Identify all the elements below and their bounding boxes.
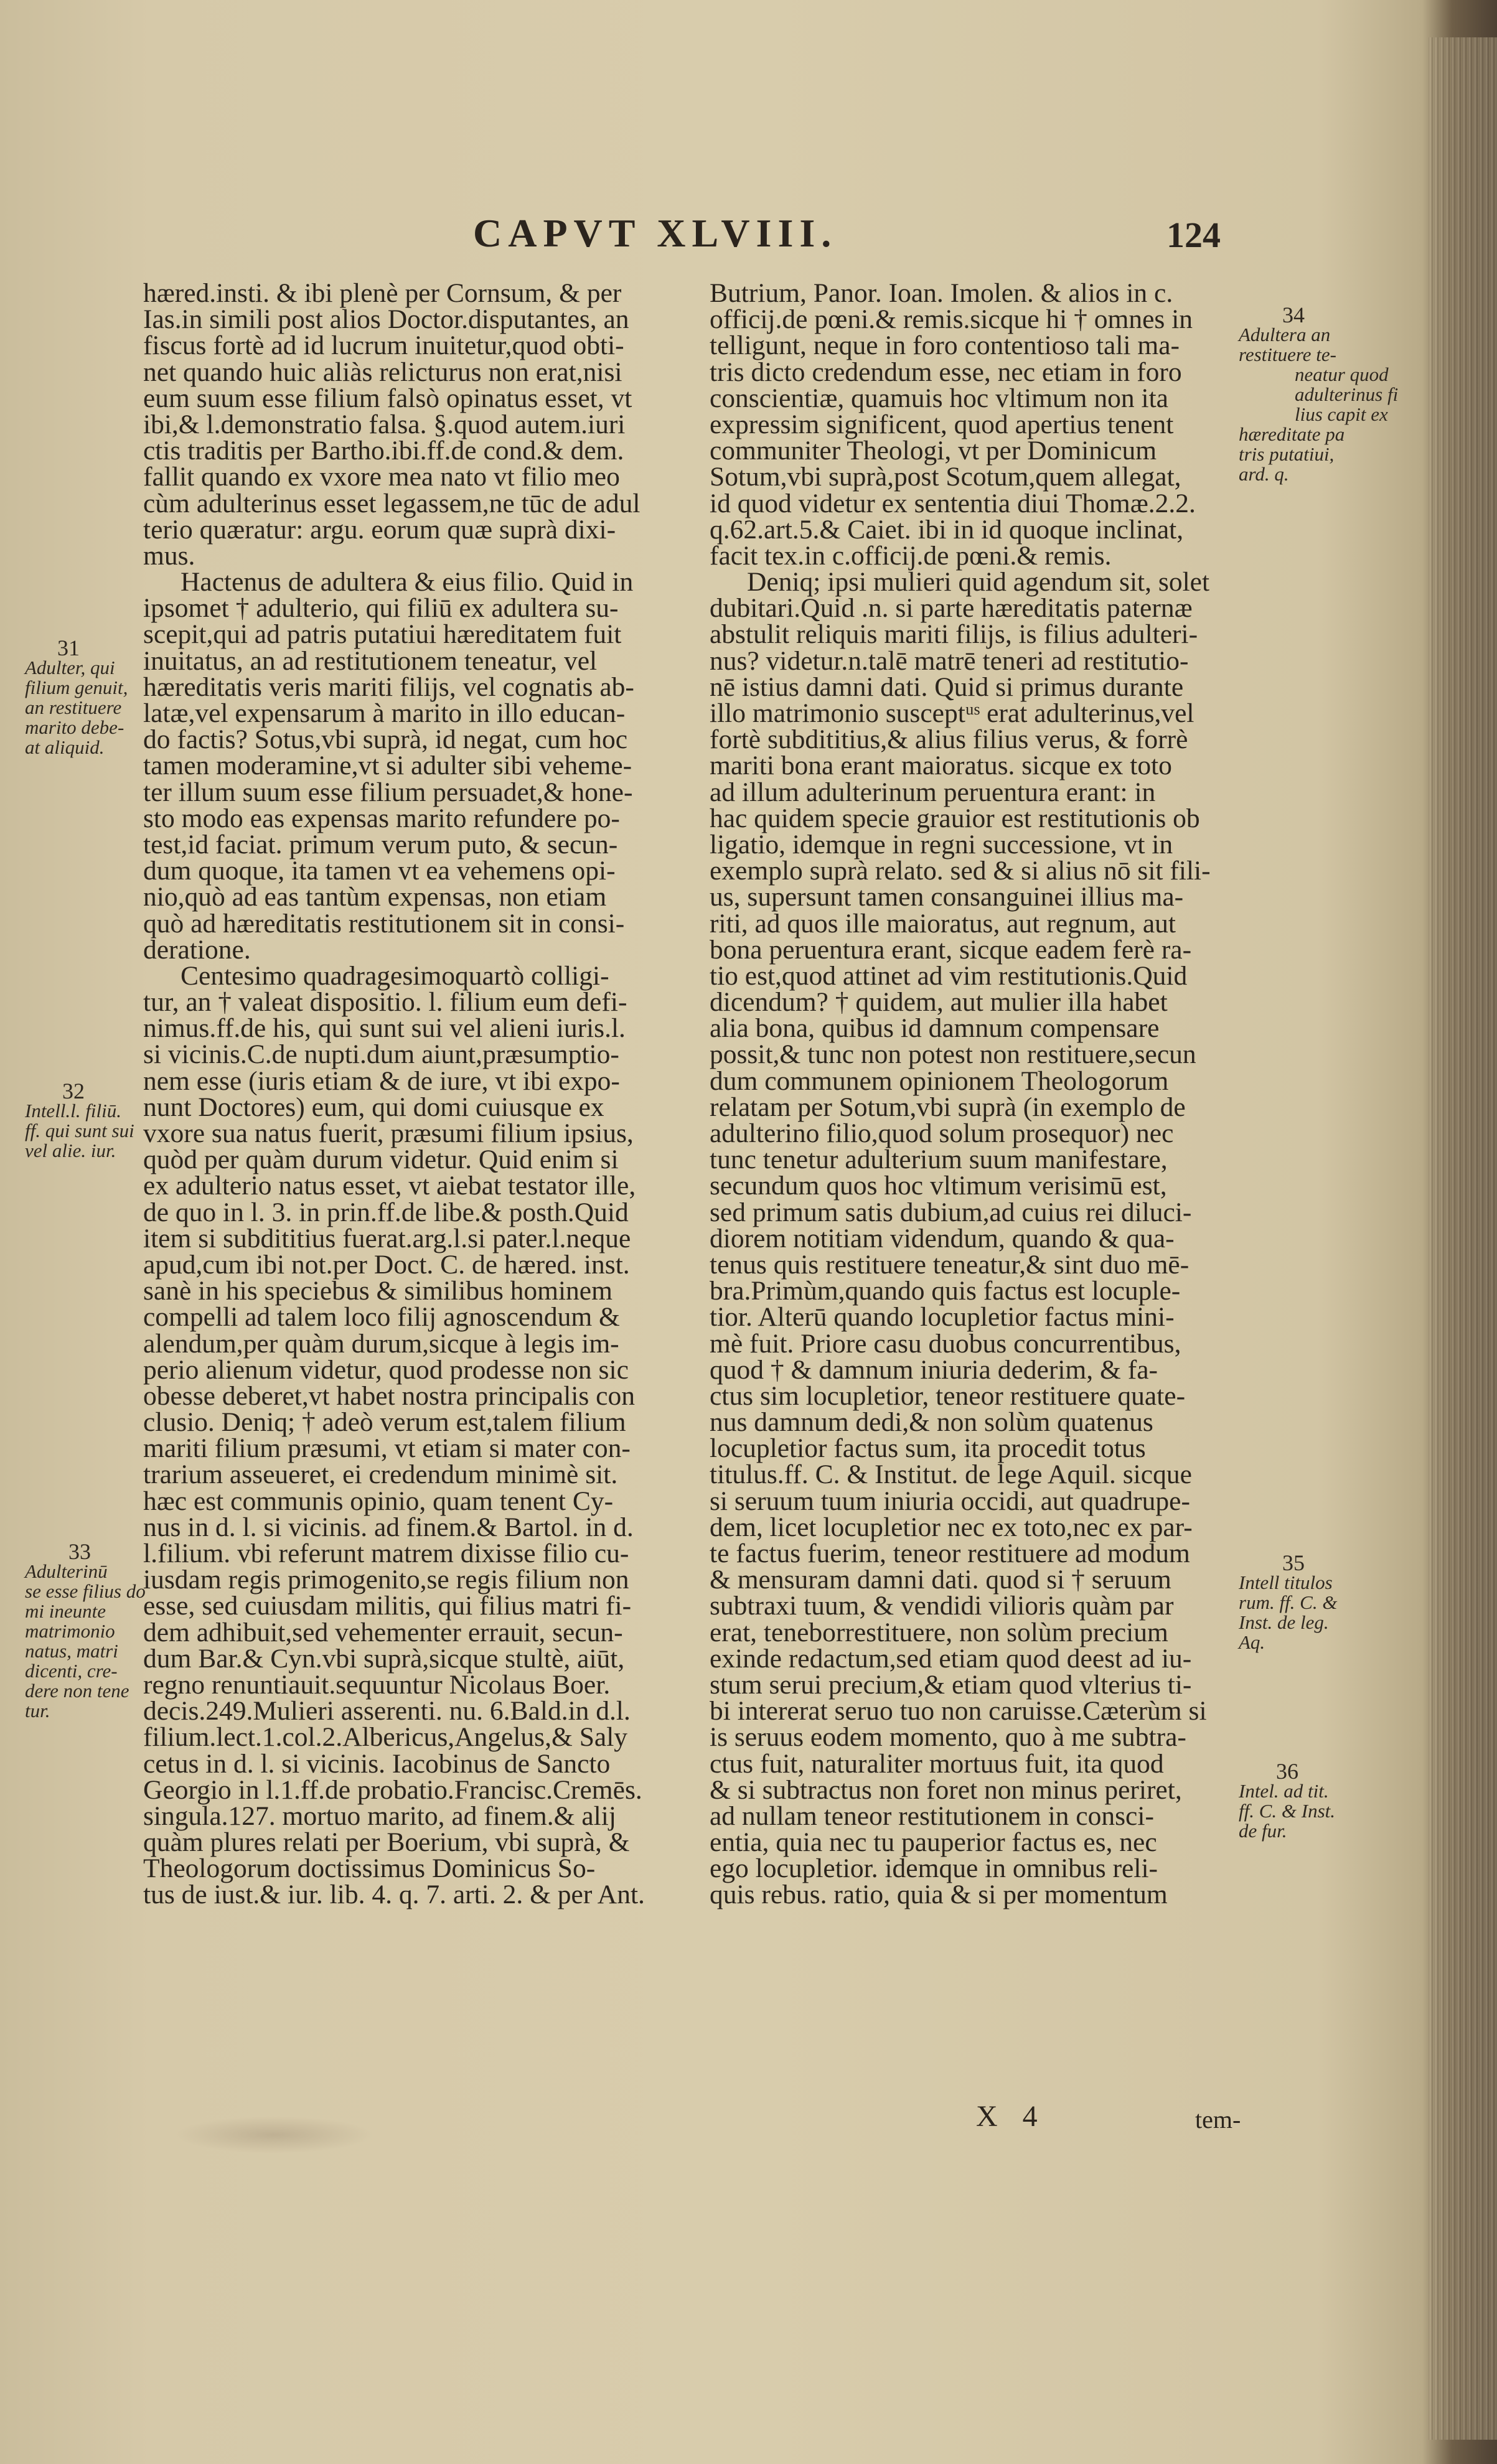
text-line: do factis? Sotus,vbi suprà, id negat, cum hoc xyxy=(143,724,628,755)
text-line: ad nullam teneor restitutionem in consci- xyxy=(710,1801,1154,1831)
text-line: l.filium. vbi referunt matrem dixisse filio cu- xyxy=(143,1539,629,1568)
page-header xyxy=(0,210,1497,279)
running-title: CAPVT XLVIII. xyxy=(473,211,838,255)
text-line: adulterino filio,quod solum prosequor) nec xyxy=(710,1118,1174,1148)
text-line: scepit,qui ad patris putatiui hæreditatem fuit xyxy=(143,619,622,650)
text-line: tunc tenetur adulterium suum manifestare, xyxy=(710,1145,1168,1175)
text-line: Centesimo quadragesimoquartò colligi- xyxy=(181,960,609,991)
note-line: Adultera an xyxy=(1239,324,1331,345)
text-line: diorem notitiam videndum, quando & qua- xyxy=(710,1223,1175,1253)
note-line: ard. q. xyxy=(1239,463,1289,485)
note-line: an restituere xyxy=(25,696,122,718)
text-line: te factus fuerim, teneor restituere ad modum xyxy=(710,1539,1190,1568)
marginal-note-32 xyxy=(25,1081,134,1161)
text-line: dem, licet locupletior nec ex toto,nec ex par- xyxy=(710,1512,1193,1542)
text-line: filium.lect.1.col.2.Albericus,Angelus,& Saly xyxy=(143,1722,628,1753)
text-line: latæ,vel expensarum à marito in illo educan- xyxy=(143,698,626,728)
text-line: abstulit reliquis mariti filijs, is filius adulteri- xyxy=(710,619,1198,650)
note-line: Adulterinū xyxy=(25,1560,108,1582)
text-line: mè fuit. Priore casu duobus concurrentibus, xyxy=(710,1328,1181,1359)
text-line: secundum quos hoc vltimum verisimū est, xyxy=(710,1171,1167,1201)
text-line: decis.249.Mulieri asserenti. nu. 6.Bald.in d.l. xyxy=(143,1696,631,1726)
note-line: dere non tene xyxy=(25,1680,129,1702)
text-line: tamen moderamine,vt si adulter sibi veheme- xyxy=(143,751,632,781)
text-line: nunt Doctores) eum, qui domi cuiusque ex xyxy=(143,1092,604,1122)
text-line: relatam per Sotum,vbi suprà (in exemplo de xyxy=(710,1092,1186,1122)
text-line: ego locupletior. idemque in omnibus reli- xyxy=(710,1853,1158,1884)
note-number: 36 xyxy=(1276,1759,1298,1784)
note-line: tur. xyxy=(25,1700,50,1722)
text-line: ex adulterio natus esset, vt aiebat testator ille, xyxy=(143,1171,636,1201)
note-line: rum. ff. C. & xyxy=(1239,1591,1338,1613)
text-line: alendum,per quàm durum,sicque à legis im- xyxy=(143,1328,619,1359)
text-line: quis rebus. ratio, quia & si per momentum xyxy=(710,1880,1168,1910)
note-line: Aq. xyxy=(1239,1631,1265,1653)
note-number: 34 xyxy=(1282,302,1305,327)
text-line: compelli ad talem loco filij agnoscendum & xyxy=(143,1302,620,1333)
text-line: officij.de pœni.& remis.sicque hi † omnes in xyxy=(710,304,1193,335)
text-line: dubitari.Quid .n. si parte hæreditatis paternæ xyxy=(710,593,1193,624)
text-line: singula.127. mortuo marito, ad finem.& alij xyxy=(143,1801,616,1831)
text-line: perio alienum videtur, quod prodesse non sic xyxy=(143,1354,629,1385)
note-line: Adulter, qui xyxy=(25,657,115,678)
text-line: iusdam regis primogenito,se regis filium non xyxy=(143,1565,629,1595)
text-line: ipsomet † adulterio, qui filiū ex adultera su- xyxy=(143,593,619,624)
note-line: filium genuit, xyxy=(25,677,128,698)
text-line: ibi,& l.demonstratio falsa. §.quod autem.iuri xyxy=(143,409,626,439)
text-line: sanè in his speciebus & similibus hominem xyxy=(143,1276,612,1306)
note-line: lius capit ex xyxy=(1295,403,1388,425)
text-line: id quod videtur ex sententia diui Thomæ.2.2. xyxy=(710,488,1196,518)
text-line: vxore sua natus fuerit, præsumi filium ipsius, xyxy=(143,1118,634,1148)
text-line: Theologorum doctissimus Dominicus So- xyxy=(143,1853,596,1884)
text-line: apud,cum ibi not.per Doct. C. de hæred. inst. xyxy=(143,1249,630,1280)
text-line: terio quæratur: argu. eorum quæ suprà dixi- xyxy=(143,514,616,545)
right-text-column xyxy=(710,280,1239,1908)
text-line: subtraxi tuum, & vendidi vilioris quàm par xyxy=(710,1591,1174,1621)
note-number: 32 xyxy=(62,1079,85,1103)
ink-smudge xyxy=(174,2116,373,2153)
text-line: Butrium, Panor. Ioan. Imolen. & alios in c. xyxy=(710,278,1173,308)
text-line: quod † & damnum iniuria dederim, & fa- xyxy=(710,1354,1158,1385)
folio-number: 124 xyxy=(1166,215,1221,255)
text-line: is seruus eodem momento, quo à me subtra- xyxy=(710,1722,1186,1753)
note-line: Intell.l. filiū. xyxy=(25,1100,121,1122)
text-line: tris dicto credendum esse, nec etiam in foro xyxy=(710,357,1182,387)
text-line: sed primum satis dubium,ad cuius rei diluci- xyxy=(710,1197,1192,1227)
text-line: test,id faciat. primum verum puto, & secun- xyxy=(143,829,618,860)
text-line: dum quoque, ita tamen vt ea vehemens opi- xyxy=(143,856,616,886)
marginal-note-31 xyxy=(25,635,128,758)
text-line: conscientiæ, quamuis hoc vltimum non ita xyxy=(710,383,1168,413)
text-line: esse, sed cuiusdam militis, qui filius matri fi- xyxy=(143,1591,632,1621)
marginal-note-33 xyxy=(25,1539,146,1722)
text-line: Deniq; ipsi mulieri quid agendum sit, solet xyxy=(747,567,1210,597)
text-line: clusio. Deniq; † adeò verum est,talem filium xyxy=(143,1407,626,1438)
text-line: alia bona, quibus id damnum compensare xyxy=(710,1013,1160,1044)
text-line: illo matrimonio susceptᵘˢ erat adulterinus,vel xyxy=(710,698,1194,728)
note-line: Intell titulos xyxy=(1239,1572,1333,1593)
text-line: q.62.art.5.& Caiet. ibi in id quoque inclinat, xyxy=(710,514,1184,545)
signature-mark: X 4 xyxy=(976,2100,1046,2133)
text-line: entia, quia nec tu pauperior factus es, nec xyxy=(710,1827,1157,1858)
note-line: ff. C. & Inst. xyxy=(1239,1800,1336,1822)
text-line: regno renuntiauit.sequuntur Nicolaus Boer. xyxy=(143,1669,611,1700)
marginal-note-35 xyxy=(1239,1550,1338,1653)
text-line: exinde redactum,sed etiam quod deest ad iu- xyxy=(710,1643,1192,1674)
text-line: obesse deberet,vt habet nostra principalis con xyxy=(143,1380,635,1411)
text-line: eum suum esse filium falsò opinatus esset, vt xyxy=(143,383,632,413)
text-line: item si subdititius fuerat.arg.l.si pater.l.neque xyxy=(143,1223,631,1253)
text-line: expressim significent, quod apertius tenent xyxy=(710,409,1174,439)
text-line: mariti bona erant maioratus. sicque ex toto xyxy=(710,751,1172,781)
text-line: titulus.ff. C. & Institut. de lege Aquil. sicque xyxy=(710,1459,1192,1490)
text-line: net quando huic aliàs relicturus non erat,nisi xyxy=(143,357,622,387)
text-line: nio,quò ad eas tantùm expensas, non etiam xyxy=(143,882,607,912)
text-line: nus damnum dedi,& non solùm quatenus xyxy=(710,1407,1153,1438)
text-line: & si subtractus non foret non minus periret, xyxy=(710,1774,1182,1805)
text-line: locupletior factus sum, ita procedit totus xyxy=(710,1433,1146,1464)
text-line: cetus in d. l. si vicinis. Iacobinus de Sancto xyxy=(143,1748,611,1779)
note-line: se esse filius do xyxy=(25,1580,146,1602)
text-line: sto modo eas expensas marito refundere po- xyxy=(143,803,620,833)
text-line: mus. xyxy=(143,540,195,571)
note-line: neatur quod xyxy=(1295,363,1389,385)
text-line: tenus quis restituere teneatur,& sint duo mē- xyxy=(710,1249,1190,1280)
text-line: Ias.in simili post alios Doctor.disputantes, an xyxy=(143,304,629,335)
text-line: ad illum adulterinum peruentura erant: in xyxy=(710,777,1156,807)
text-line: nem esse (iuris etiam & de iure, vt ibi expo- xyxy=(143,1066,620,1096)
page-edge xyxy=(1429,37,1497,2440)
note-line: vel alie. iur. xyxy=(25,1140,116,1161)
text-line: bi intererat seruo tuo non caruisse.Cæterùm si xyxy=(710,1696,1207,1726)
text-line: fallit quando ex vxore mea nato vt filio meo xyxy=(143,462,620,492)
text-line: ctus fuit, naturaliter mortuus fuit, ita quod xyxy=(710,1748,1164,1779)
note-number: 33 xyxy=(68,1539,91,1564)
text-line: hac quidem specie grauior est restitutionis ob xyxy=(710,803,1200,833)
text-line: possit,& tunc non potest non restituere,secun xyxy=(710,1039,1196,1070)
note-line: Intel. ad tit. xyxy=(1239,1780,1329,1802)
note-line: restituere te- xyxy=(1239,344,1336,365)
text-line: Hactenus de adultera & eius filio. Quid in xyxy=(181,567,634,597)
text-line: ctus sim locupletior, teneor restituere quate- xyxy=(710,1380,1186,1411)
text-line: ctis traditis per Bartho.ibi.ff.de cond.& dem. xyxy=(143,436,624,466)
text-line: communiter Theologi, vt per Dominicum xyxy=(710,436,1157,466)
text-line: fiscus fortè ad id lucrum inuitetur,quod obti- xyxy=(143,330,624,361)
note-line: at aliquid. xyxy=(25,736,105,758)
note-line: adulterinus fi xyxy=(1295,383,1399,405)
catchword: tem- xyxy=(1195,2106,1241,2134)
text-line: tior. Alterū quando locupletior factus mini- xyxy=(710,1302,1175,1333)
text-line: riti, ad quos ille maioratus, aut regnum, aut xyxy=(710,908,1176,939)
marginal-note-34 xyxy=(1239,302,1399,485)
marginal-note-36 xyxy=(1239,1761,1335,1841)
note-line: de fur. xyxy=(1239,1820,1287,1842)
text-line: quàm plures relati per Boerium, vbi suprà, & xyxy=(143,1827,630,1858)
text-line: Georgio in l.1.ff.de probatio.Francisc.Cremēs. xyxy=(143,1774,642,1805)
text-line: dem adhibuit,sed vehementer errauit, secun- xyxy=(143,1617,623,1647)
text-line: dum Bar.& Cyn.vbi suprà,sicque stultè, aiūt, xyxy=(143,1643,625,1674)
text-line: erat, teneborrestituere, non solùm precium xyxy=(710,1617,1168,1647)
text-line: tur, an † valeat dispositio. l. filium eum defi- xyxy=(143,987,627,1018)
note-line: tris putatiui, xyxy=(1239,443,1335,465)
text-line: nus in d. l. si vicinis. ad finem.& Bartol. in d. xyxy=(143,1512,634,1542)
text-line: quòd per quàm durum videtur. Quid enim si xyxy=(143,1145,619,1175)
left-text-column xyxy=(143,280,666,1908)
text-line: Sotum,vbi suprà,post Scotum,quem allegat, xyxy=(710,462,1181,492)
text-line: hæred.insti. & ibi plenè per Cornsum, & per xyxy=(143,278,622,308)
text-line: quò ad hæreditatis restitutionem sit in consi- xyxy=(143,908,625,939)
text-line: ter illum suum esse filium persuadet,& hone- xyxy=(143,777,633,807)
text-line: fortè subdititius,& alius filius verus, & forrè xyxy=(710,724,1188,755)
text-line: dicendum? † quidem, aut mulier illa habet xyxy=(710,987,1168,1018)
text-line: bona peruentura erant, sicque eadem ferè ra- xyxy=(710,934,1192,965)
text-line: deratione. xyxy=(143,934,251,965)
text-line: ligatio, idemque in regni successione, vt in xyxy=(710,829,1173,860)
text-line: hæc est communis opinio, quam tenent Cy- xyxy=(143,1486,614,1516)
text-line: de quo in l. 3. in prin.ff.de libe.& posth.Quid xyxy=(143,1197,629,1227)
text-line: si vicinis.C.de nupti.dum aiunt,præsumptio- xyxy=(143,1039,619,1070)
note-line: matrimonio xyxy=(25,1620,115,1642)
note-line: hæreditate pa xyxy=(1239,423,1345,445)
text-line: nē istius damni dati. Quid si primus durante xyxy=(710,672,1184,702)
note-line: dicenti, cre- xyxy=(25,1660,118,1682)
text-line: dum communem opinionem Theologorum xyxy=(710,1066,1169,1096)
text-line: si seruum tuum iniuria occidi, aut quadrupe- xyxy=(710,1486,1190,1516)
text-line: telligunt, neque in foro contentioso tali ma- xyxy=(710,330,1180,361)
text-line: hæreditatis veris mariti filijs, vel cognatis ab- xyxy=(143,672,634,702)
note-line: ff. qui sunt sui xyxy=(25,1120,134,1141)
text-line: tus de iust.& iur. lib. 4. q. 7. arti. 2. & per Ant. xyxy=(143,1880,645,1910)
text-line: cùm adulterinus esset legassem,ne tūc de adul xyxy=(143,488,641,518)
text-line: bra.Primùm,quando quis factus est locuple- xyxy=(710,1276,1181,1306)
text-line: inuitatus, an ad restitutionem teneatur, vel xyxy=(143,645,598,676)
text-line: us, supersunt tamen consanguinei illius ma- xyxy=(710,882,1184,912)
text-line: stum serui precium,& etiam quod vlterius ti- xyxy=(710,1669,1192,1700)
note-number: 31 xyxy=(57,635,80,660)
text-line: exemplo suprà relato. sed & si alius nō sit fili- xyxy=(710,856,1211,886)
text-line: facit tex.in c.officij.de pœni.& remis. xyxy=(710,540,1112,571)
text-line: nus? videtur.n.talē matrē teneri ad restitutio- xyxy=(710,645,1189,676)
note-line: marito debe- xyxy=(25,716,124,738)
note-line: natus, matri xyxy=(25,1640,118,1662)
note-line: mi ineunte xyxy=(25,1600,106,1622)
text-line: nimus.ff.de his, qui sunt sui vel alieni iuris.l. xyxy=(143,1013,626,1044)
text-line: trarium asseueret, ei credendum minimè sit. xyxy=(143,1459,618,1490)
text-line: & mensuram damni dati. quod si † seruum xyxy=(710,1565,1171,1595)
text-line: tio est,quod attinet ad vim restitutionis.Quid xyxy=(710,960,1188,991)
note-line: Inst. de leg. xyxy=(1239,1611,1329,1633)
note-number: 35 xyxy=(1282,1550,1305,1575)
text-line: mariti filium præsumi, vt etiam si mater con- xyxy=(143,1433,631,1464)
